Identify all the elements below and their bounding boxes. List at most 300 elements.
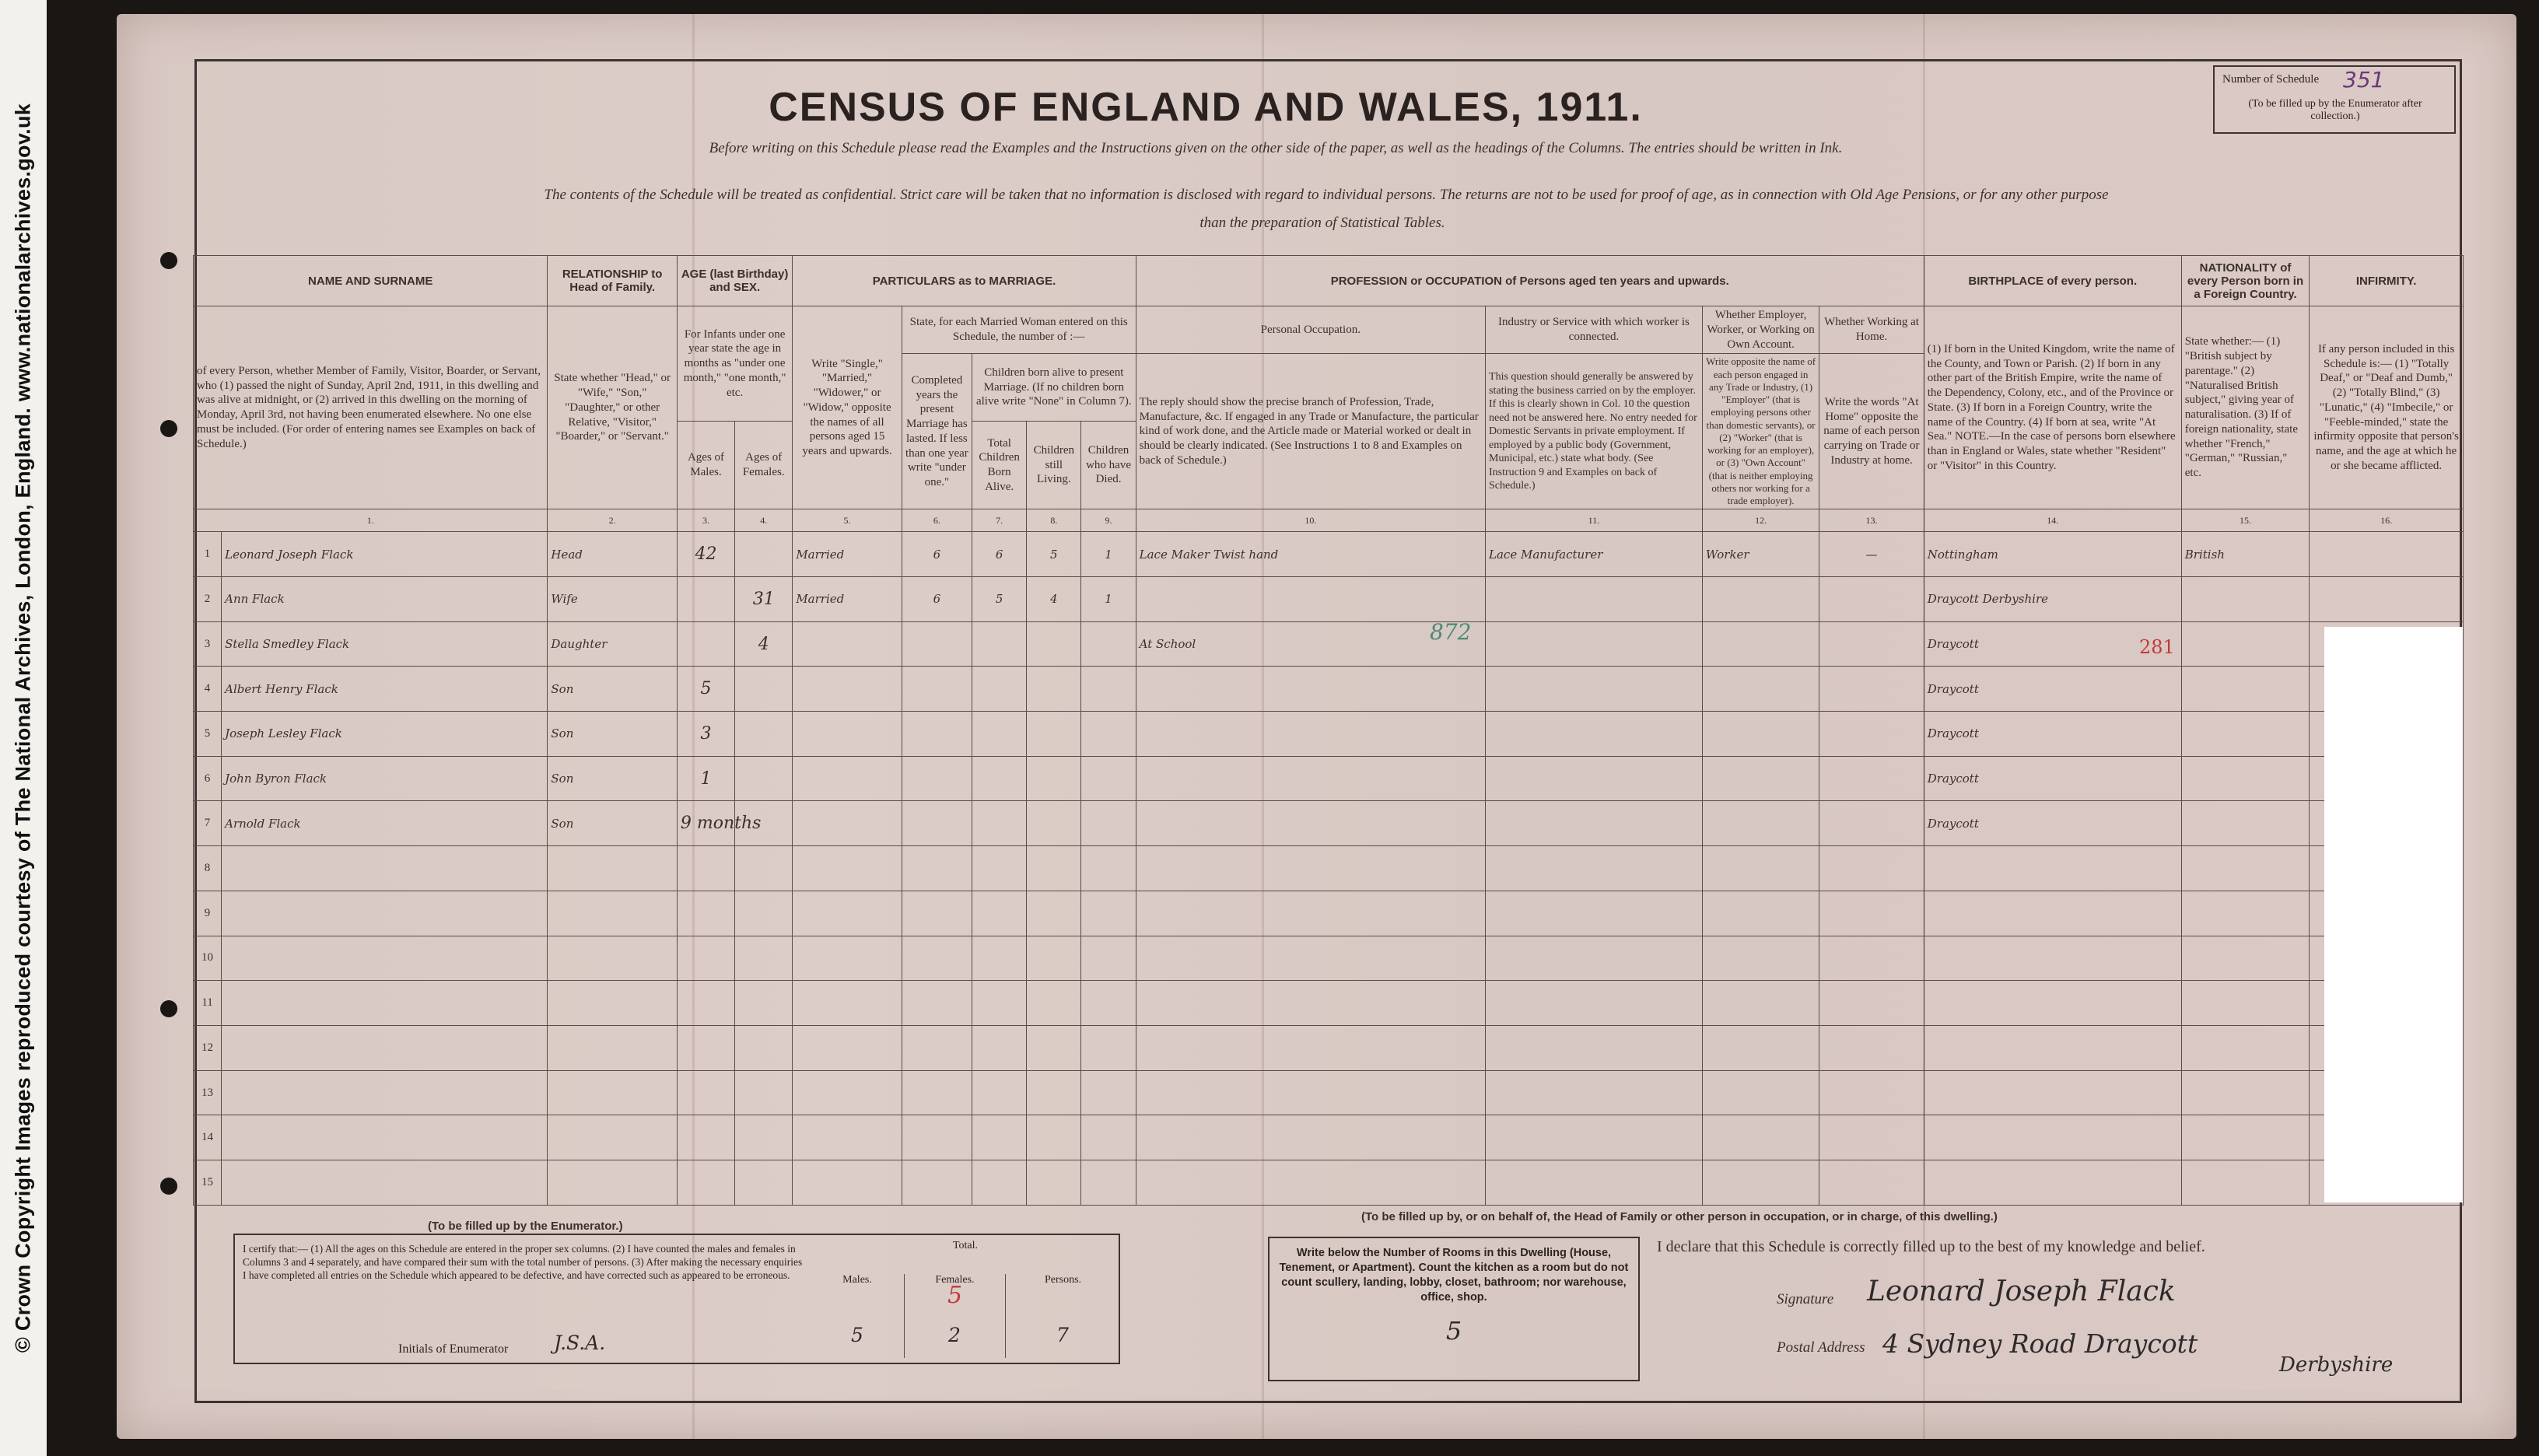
total-label: Total. [952,1240,979,1251]
birthplace: Draycott [1924,756,2181,801]
rooms-instruction: Write below the Number of Rooms in this Dwelling (House, Tenement, or Apartment). Count the kitchen as a room but do not count scullery, landing, lobby, closet, bathroom; nor warehouse, office, shop. [1279,1247,1629,1304]
total-born-header: Total Children Born Alive. [972,421,1027,509]
children-description: Children born alive to present Marriage. (If no children born alive write "None" in Column 7). [972,354,1136,422]
person-name [222,846,548,891]
nationality [2181,1115,2310,1160]
row-number: 3 [194,621,222,667]
children-born: 6 [972,532,1027,577]
industry: Lace Manufacturer [1486,532,1703,577]
page-title: CENSUS OF ENGLAND AND WALES, 1911. [769,85,1643,130]
personal-occupation [1136,1115,1485,1160]
working-at-home [1819,1025,1924,1070]
nationality [2181,667,2310,712]
have-died-header: Children who have Died. [1081,421,1136,509]
marital-status [793,1025,902,1070]
row-number: 4 [194,667,222,712]
industry [1486,891,1703,936]
row-number: 12 [194,1025,222,1070]
age-female: 31 [735,576,793,621]
birthplace [1924,891,2181,936]
age-female: 4 [735,621,793,667]
children-living [1027,667,1081,712]
punch-hole [160,252,177,269]
years-married [902,981,972,1026]
ages-females-header: Ages of Females. [735,421,793,509]
relationship [548,1070,678,1115]
years-married: 6 [902,532,972,577]
birthplace-code: 281 [2139,636,2175,658]
table-row [194,621,2464,667]
column-number: 6. [902,509,972,532]
industry [1486,801,1703,846]
relationship: Wife [548,576,678,621]
employment-status [1702,712,1819,757]
relationship: Son [548,756,678,801]
row-number: 15 [194,1160,222,1206]
column-numbers-row [194,509,2464,532]
postal-address-county: Derbyshire [2279,1353,2394,1377]
age-male: 3 [677,712,734,757]
header-infirmity: INFIRMITY. [2310,256,2464,306]
working-at-home [1819,621,1924,667]
marriage-description: Write "Single," "Married," "Widower," or "Widow," opposite the names of all persons aged 15 years and upwards. [793,306,902,509]
total-males: 5 [851,1324,863,1346]
children-living [1027,891,1081,936]
children-died [1081,667,1136,712]
nationality [2181,621,2310,667]
children-born [972,1070,1027,1115]
schedule-number-value: 351 [2343,67,2385,93]
relationship [548,981,678,1026]
birthplace [1924,1115,2181,1160]
children-born [972,1025,1027,1070]
person-name: Ann Flack [222,576,548,621]
schedule-number-box [2213,65,2456,134]
header-occupation: PROFESSION or OCCUPATION of Persons aged ten years and upwards. [1136,256,1924,306]
nationality-description: State whether:— (1) "British subject by parentage." (2) "Naturalised British subject," giving year of naturalisation. (3) If of foreign nationality, state whether "French," "German," "Russian," etc. [2181,306,2310,509]
age-female [735,1070,793,1115]
age-female [735,981,793,1026]
personal-occupation [1136,891,1485,936]
industry [1486,1070,1703,1115]
children-born [972,712,1027,757]
header-nationality: NATIONALITY of every Person born in a Foreign Country. [2181,256,2310,306]
nationality [2181,846,2310,891]
relationship [548,1025,678,1070]
redaction-patch [2324,627,2463,1202]
working-at-home [1819,756,1924,801]
nationality [2181,981,2310,1026]
birthplace [1924,1160,2181,1206]
column-number: 10. [1136,509,1485,532]
age-male: 42 [677,532,734,577]
personal-occupation [1136,712,1485,757]
row-number: 1 [194,532,222,577]
industry-description: This question should generally be answered by stating the business carried on by the employer. If this is clearly shown in Col. 10 the question need not be answered here. No entry needed for Domestic Servants in private employment. If employed by a public body (Government, Municipal, etc.) state what body. (See Instruction 9 and Examples on back of Schedule.) [1486,354,1703,509]
table-row [194,667,2464,712]
children-born [972,801,1027,846]
birthplace [1924,936,2181,981]
children-living [1027,621,1081,667]
enumerator-initials-label: Initials of Enumerator [398,1342,509,1356]
postal-address: 4 Sydney Road Draycott [1882,1328,2198,1359]
children-died: 1 [1081,532,1136,577]
age-female [735,1025,793,1070]
name-description: of every Person, whether Member of Family, Visitor, Boarder, or Servant, who (1) passed the night of Sunday, April 2nd, 1911, in this dwelling and was alive at midnight, or (2) arrived in this dwelling on the morning of Monday, April 3rd, not having been enumerated elsewhere. No one else must be included. (For order of entering names see Examples on back of Schedule.) [194,306,548,509]
signature-label: Signature [1777,1291,1834,1307]
employment-status [1702,936,1819,981]
marital-status: Married [793,532,902,577]
row-number: 2 [194,576,222,621]
personal-occupation [1136,936,1485,981]
marital-status [793,756,902,801]
occupation-code: 872 [1430,619,1472,645]
age-female [735,846,793,891]
children-living [1027,801,1081,846]
person-name [222,936,548,981]
personal-occupation [1136,667,1485,712]
nationality [2181,756,2310,801]
enumerator-heading: (To be filled up by the Enumerator.) [428,1220,623,1233]
working-at-home [1819,1115,1924,1160]
industry [1486,667,1703,712]
marital-status [793,1160,902,1206]
header-age: AGE (last Birthday) and SEX. [677,256,792,306]
punch-hole [160,1178,177,1195]
industry [1486,1160,1703,1206]
children-born [972,891,1027,936]
relationship: Son [548,667,678,712]
children-died [1081,891,1136,936]
person-name [222,1025,548,1070]
age-female [735,936,793,981]
children-died [1081,621,1136,667]
males-label: Males. [842,1274,872,1286]
age-male [677,891,734,936]
relationship [548,1160,678,1206]
years-married [902,756,972,801]
personal-occupation [1136,981,1485,1026]
birthplace [1924,1025,2181,1070]
employment-status [1702,756,1819,801]
household-heading: (To be filled up by, or on behalf of, the Head of Family or other person in occupation, or in charge, of this dwelling.) [1361,1210,1998,1223]
person-name [222,1070,548,1115]
declaration-text: I declare that this Schedule is correctly filled up to the best of my knowledge and belief. [1657,1238,2205,1255]
age-female [735,756,793,801]
enumerator-box [233,1234,1120,1364]
age-female [735,532,793,577]
punch-hole [160,420,177,437]
working-at-home [1819,1160,1924,1206]
infirmity [2310,576,2464,621]
years-married [902,936,972,981]
birthplace-description: (1) If born in the United Kingdom, write the name of the County, and Town or Parish. (2) If born in any other part of the British Empire, write the name of the Dependency, Colony, etc., and of the Province or State. (3) If born in a Foreign Country, write the name of the Country. (4) If born at sea, write "At Sea." NOTE.—In the case of persons born elsewhere than in England or Wales, state whether "Resident" or "Visitor" in this Country. [1924,306,2181,509]
column-number: 1. [194,509,548,532]
column-number: 16. [2310,509,2464,532]
table-row [194,576,2464,621]
infirmity-description: If any person included in this Schedule is:— (1) "Totally Deaf," or "Deaf and Dumb," (2) "Totally Blind," (3) "Lunatic," (4) "Imbecile," or "Feeble-minded," state the infirmity opposite that person's name, and the age at which he or she became afflicted. [2310,306,2464,509]
children-died [1081,801,1136,846]
relationship: Son [548,801,678,846]
children-born [972,846,1027,891]
nationality [2181,936,2310,981]
column-number: 4. [735,509,793,532]
industry [1486,576,1703,621]
margin-mark: 5 [947,1282,963,1309]
employer-header: Whether Employer, Worker, or Working on Own Account. [1702,306,1819,354]
relationship: Son [548,712,678,757]
children-died [1081,1115,1136,1160]
column-number: 7. [972,509,1027,532]
nationality [2181,891,2310,936]
intro-line-2: The contents of the Schedule will be treated as confidential. Strict care will be taken that no information is disclosed with regard to individual persons. The returns are not to be used for proof of age, as in connection with Old Age Pensions, or for any other purpose [544,187,2109,203]
table-row [194,1025,2464,1070]
age-male [677,981,734,1026]
personal-occupation [1136,1025,1485,1070]
children-born [972,981,1027,1026]
years-married-description: Completed years the present Marriage has lasted. If less than one year write "under one." [902,354,972,509]
children-died [1081,846,1136,891]
personal-occupation-header: Personal Occupation. [1136,306,1485,354]
infirmity [2310,532,2464,577]
column-number: 9. [1081,509,1136,532]
age-female [735,1115,793,1160]
children-living [1027,846,1081,891]
birthplace: Nottingham [1924,532,2181,577]
relationship-description: State whether "Head," or "Wife," "Son," "Daughter," or other Relative, "Visitor," "Boarder," or "Servant." [548,306,678,509]
children-born [972,1160,1027,1206]
children-living [1027,756,1081,801]
punch-hole [160,1000,177,1017]
children-living [1027,1115,1081,1160]
table-row [194,891,2464,936]
personal-occupation [1136,1160,1485,1206]
relationship [548,1115,678,1160]
children-born [972,667,1027,712]
birthplace: Draycott [1924,621,2181,667]
children-living [1027,1160,1081,1206]
table-row [194,532,2464,577]
row-number: 9 [194,891,222,936]
employment-status [1702,1070,1819,1115]
children-born [972,936,1027,981]
age-male [677,621,734,667]
relationship [548,936,678,981]
birthplace [1924,846,2181,891]
person-name: Leonard Joseph Flack [222,532,548,577]
marital-status [793,1070,902,1115]
marital-status [793,981,902,1026]
row-number: 8 [194,846,222,891]
industry [1486,936,1703,981]
age-male [677,1160,734,1206]
personal-occupation [1136,756,1485,801]
working-at-home [1819,712,1924,757]
personal-occupation [1136,846,1485,891]
column-number: 14. [1924,509,2181,532]
row-number: 7 [194,801,222,846]
years-married [902,846,972,891]
table-row [194,846,2464,891]
children-born: 5 [972,576,1027,621]
row-number: 14 [194,1115,222,1160]
children-living [1027,1070,1081,1115]
total-persons: 7 [1056,1324,1069,1346]
age-female [735,667,793,712]
total-females: 2 [948,1324,961,1346]
employer-description: Write opposite the name of each person engaged in any Trade or Industry, (1) "Employer" (that is employing persons other than domestic servants), or (2) "Worker" (that is working for an employer), or (3) "Own Account" (that is neither employing others nor working for a trade employer). [1702,354,1819,509]
person-name [222,1160,548,1206]
marital-status [793,1115,902,1160]
age-male: 9 months [677,801,734,846]
working-at-home [1819,1070,1924,1115]
personal-occupation: Lace Maker Twist hand [1136,532,1485,577]
age-female [735,891,793,936]
age-male [677,846,734,891]
marital-status: Married [793,576,902,621]
employment-status [1702,621,1819,667]
age-female [735,712,793,757]
years-married [902,1070,972,1115]
header-marriage: PARTICULARS as to MARRIAGE. [793,256,1136,306]
nationality [2181,1025,2310,1070]
years-married [902,891,972,936]
working-at-home [1819,936,1924,981]
personal-occupation [1136,1070,1485,1115]
person-name [222,891,548,936]
table-row [194,756,2464,801]
person-name: John Byron Flack [222,756,548,801]
industry [1486,846,1703,891]
credit-text: © Crown Copyright Images reproduced courtesy of The National Archives, London, England. www.nationalarchives.gov.uk [11,103,35,1353]
marital-status [793,621,902,667]
marital-status [793,712,902,757]
person-name: Joseph Lesley Flack [222,712,548,757]
working-at-home [1819,846,1924,891]
relationship: Head [548,532,678,577]
industry-header: Industry or Service with which worker is connected. [1486,306,1703,354]
age-male: 5 [677,667,734,712]
home-header: Whether Working at Home. [1819,306,1924,354]
schedule-number-note: (To be filled up by the Enumerator after collection.) [2248,98,2422,122]
years-married [902,667,972,712]
employment-status: Worker [1702,532,1819,577]
employment-status [1702,667,1819,712]
employment-status [1702,981,1819,1026]
table-row [194,801,2464,846]
enumerator-initials: J.S.A. [554,1332,606,1354]
working-at-home [1819,801,1924,846]
nationality [2181,712,2310,757]
persons-label: Persons. [1005,1274,1120,1358]
age-description: For Infants under one year state the age in months as "under one month," "one month," etc. [677,306,792,422]
person-name: Stella Smedley Flack [222,621,548,667]
marital-status [793,846,902,891]
column-number: 3. [677,509,734,532]
industry [1486,756,1703,801]
schedule-number-label: Number of Schedule [2222,73,2320,86]
age-male [677,576,734,621]
personal-occupation-description: The reply should show the precise branch of Profession, Trade, Manufacture, &c. If engaged in any Trade or Manufacture, the particular kind of work done, and the Article made or Material worked or dealt in should be clearly indicated. (See Instructions 1 to 8 and Examples on back of Schedule.) [1136,354,1485,509]
rooms-count: 5 [1445,1316,1462,1346]
table-row [194,936,2464,981]
relationship [548,891,678,936]
children-died [1081,981,1136,1026]
children-died [1081,712,1136,757]
children-living: 5 [1027,532,1081,577]
children-died [1081,1160,1136,1206]
table-row [194,1115,2464,1160]
children-died [1081,1025,1136,1070]
children-died [1081,936,1136,981]
column-number: 15. [2181,509,2310,532]
industry [1486,1115,1703,1160]
birthplace: Draycott Derbyshire [1924,576,2181,621]
industry [1486,1025,1703,1070]
marital-status [793,801,902,846]
rooms-box [1268,1237,1640,1381]
children-living [1027,936,1081,981]
industry [1486,981,1703,1026]
enumerator-certification: I certify that:— (1) All the ages on this Schedule are entered in the proper sex columns. (2) I have counted the males and females in Columns 3 and 4 separately, and have compared their sum with the total number of persons. (3) After making the necessary enquiries I have completed all entries on the Schedule which appeared to be defective, and have corrected such as appeared to be erroneous. [243,1243,803,1281]
birthplace [1924,981,2181,1026]
age-male: 1 [677,756,734,801]
still-living-header: Children still Living. [1027,421,1081,509]
age-male [677,1070,734,1115]
column-number: 13. [1819,509,1924,532]
birthplace: Draycott [1924,712,2181,757]
address-label: Postal Address [1777,1339,1865,1356]
person-name [222,981,548,1026]
children-living: 4 [1027,576,1081,621]
person-name [222,1115,548,1160]
age-male [677,1025,734,1070]
intro-line-1: Before writing on this Schedule please read the Examples and the Instructions given on the other side of the paper, as well as the headings of the Columns. The entries should be written in Ink. [709,140,1843,156]
age-male [677,936,734,981]
age-female [735,1160,793,1206]
marital-status [793,936,902,981]
wife-description: State, for each Married Woman entered on this Schedule, the number of :— [902,306,1136,354]
person-name: Arnold Flack [222,801,548,846]
years-married [902,621,972,667]
working-at-home [1819,576,1924,621]
industry [1486,712,1703,757]
marital-status [793,667,902,712]
census-table [193,255,2464,1206]
working-at-home [1819,891,1924,936]
row-number: 13 [194,1070,222,1115]
home-description: Write the words "At Home" opposite the name of each person carrying on Trade or Industry at home. [1819,354,1924,509]
children-living [1027,712,1081,757]
row-number: 11 [194,981,222,1026]
relationship [548,846,678,891]
table-row [194,981,2464,1026]
row-number: 10 [194,936,222,981]
years-married: 6 [902,576,972,621]
column-number: 11. [1486,509,1703,532]
signature: Leonard Joseph Flack [1867,1276,2176,1307]
column-number: 2. [548,509,678,532]
header-relationship: RELATIONSHIP to Head of Family. [548,256,678,306]
age-male [677,1115,734,1160]
copyright-credit [0,0,47,1456]
table-row [194,1070,2464,1115]
children-died [1081,756,1136,801]
years-married [902,712,972,757]
birthplace: Draycott [1924,667,2181,712]
totals-table [811,1235,1120,1363]
row-number: 5 [194,712,222,757]
